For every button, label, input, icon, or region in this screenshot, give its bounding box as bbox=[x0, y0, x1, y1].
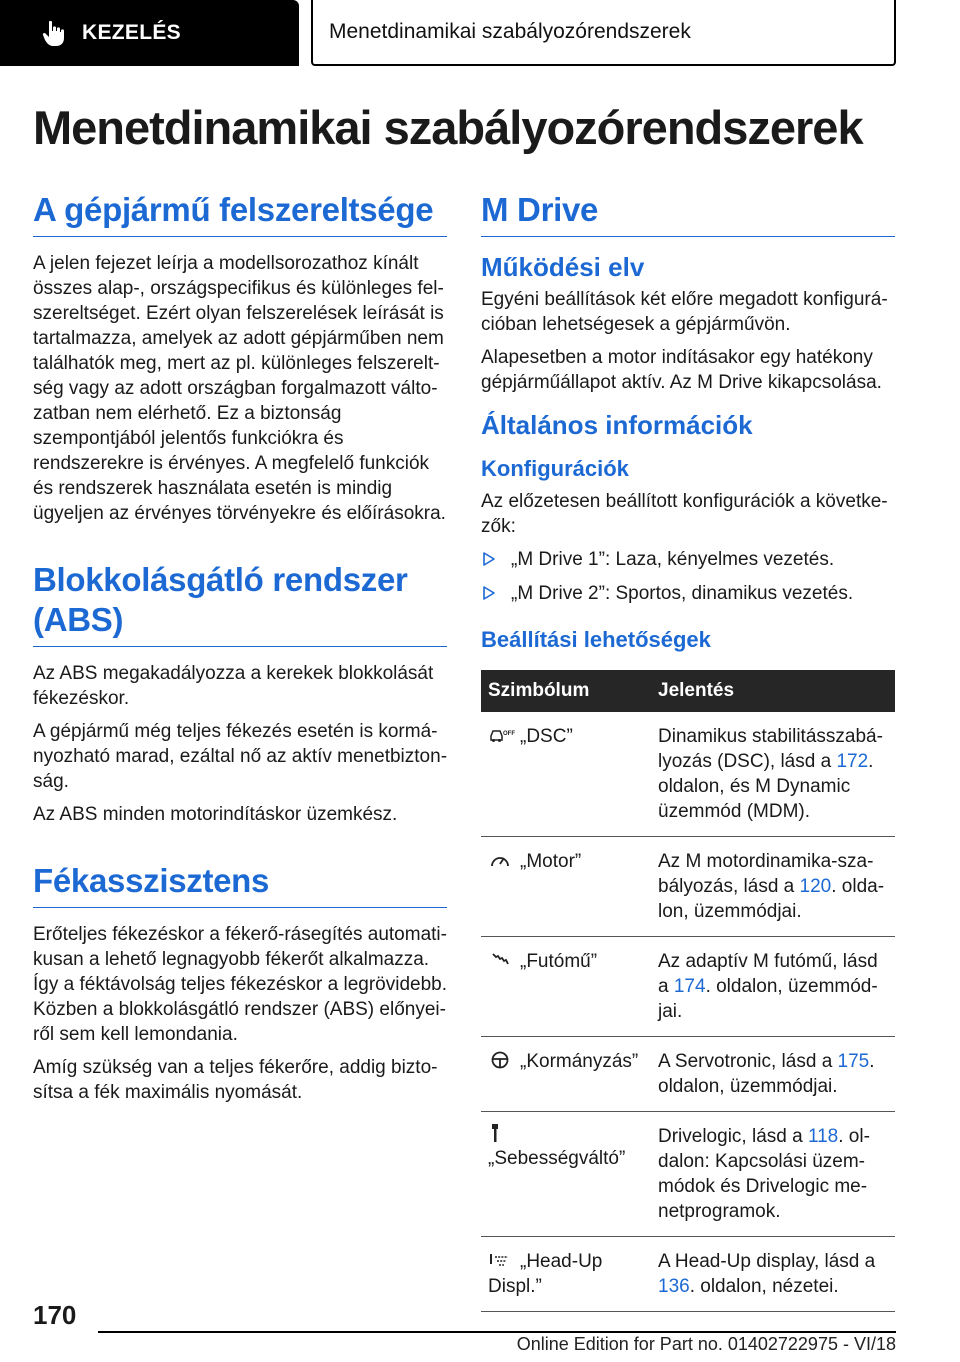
page-title: Menetdinamikai szabályozórendszerek bbox=[33, 101, 863, 154]
section-title-brake-assist: Fékasszisztens bbox=[33, 861, 447, 908]
table-row bbox=[481, 937, 895, 1037]
column-header-meaning: Jelentés bbox=[651, 670, 895, 712]
heading-principle: Működési elv bbox=[481, 252, 645, 282]
table-row bbox=[481, 1237, 895, 1312]
steering-wheel-icon bbox=[488, 1051, 512, 1069]
meaning-cell: Dinamikus stabilitásszabályozás (DSC), lásd a 172. oldalon, és M Dynamic üzemmód (MDM). bbox=[651, 712, 895, 837]
configuration-list bbox=[481, 547, 895, 606]
page-link[interactable]: 172 bbox=[836, 751, 869, 772]
chapter-label: KEZELÉS bbox=[82, 21, 181, 44]
heading-configurations: Konfigurációk bbox=[481, 456, 629, 481]
triangle-bullet-icon bbox=[481, 585, 497, 601]
symbol-cell: „Motor” bbox=[481, 837, 651, 937]
page-link[interactable]: 136 bbox=[658, 1276, 690, 1297]
table-row bbox=[481, 1112, 895, 1237]
brake-assist-paragraph-1: Erőteljes fékezéskor a fékerő-rásegítés automatikusan a lehető legnagyobb fékerőt alkalmazza. Így a féktávolság teljes fékezéskor a legrövidebb. Közben a blokkolásgátló rendszer (ABS) előnyeiről sem kell lemondania. bbox=[33, 924, 448, 1045]
abs-paragraph-3: Az ABS minden motorindításkor üzemkész. bbox=[33, 804, 398, 825]
symbol-cell: „Kormányzás” bbox=[481, 1037, 651, 1112]
configurations-paragraph: Az előzetesen beállított konfigurációk a következők: bbox=[481, 491, 888, 537]
meaning-cell: Az M motordinamika-szabályozás, lásd a 120. oldalon, üzemmódjai. bbox=[651, 837, 895, 937]
symbol-cell: OFF „DSC” bbox=[481, 712, 651, 837]
meaning-cell: A Head-Up display, lásd a 136. oldalon, nézetei. bbox=[651, 1237, 895, 1312]
symbol-cell: „Futómű” bbox=[481, 937, 651, 1037]
list-item: „M Drive 2”: Sportos, dinamikus vezetés. bbox=[481, 581, 895, 606]
meaning-cell: Drivelogic, lásd a 118. oldalon: Kapcsolási üzemmódok és Drivelogic menetprogramok. bbox=[651, 1112, 895, 1237]
section-title-m-drive: M Drive bbox=[481, 190, 895, 237]
section-label: Menetdinamikai szabályozórendszerek bbox=[329, 20, 691, 43]
page-link[interactable]: 174 bbox=[673, 976, 706, 997]
symbol-cell: „Head-Up Displ.” bbox=[481, 1237, 651, 1312]
principle-paragraph-2: Alapesetben a motor indításakor egy hatékony gépjárműállapot aktív. Az M Drive kikapcsolása. bbox=[481, 347, 882, 393]
abs-paragraph-2: A gépjármű még teljes fékezés esetén is kormányozható marad, ezáltal nő az aktív menetbiztonság. bbox=[33, 721, 448, 792]
section-title-abs: Blokkolásgátló rendszer (ABS) bbox=[33, 560, 447, 647]
table-header-row bbox=[481, 670, 895, 712]
page-number: 170 bbox=[33, 1300, 77, 1330]
page-link[interactable]: 120 bbox=[799, 876, 832, 897]
hand-pointer-icon bbox=[40, 18, 70, 48]
left-column bbox=[33, 190, 447, 1113]
page-link[interactable]: 175 bbox=[837, 1051, 870, 1072]
brake-assist-paragraph-2: Amíg szükség van a teljes fékerőre, addig biztosítsa a fék maximális nyomását. bbox=[33, 1057, 438, 1103]
triangle-bullet-icon bbox=[481, 551, 497, 567]
engine-gauge-icon bbox=[488, 851, 512, 869]
table-row bbox=[481, 1037, 895, 1112]
edition-note: Online Edition for Part no. 01402722975 - VI/18 bbox=[516, 1334, 896, 1354]
head-up-display-icon bbox=[488, 1251, 512, 1269]
footer-divider bbox=[98, 1331, 896, 1333]
table-row bbox=[481, 837, 895, 937]
page-header bbox=[0, 0, 960, 66]
heading-general-info: Általános információk bbox=[481, 410, 753, 440]
page-link[interactable]: 118 bbox=[807, 1126, 839, 1147]
suspension-icon bbox=[488, 951, 512, 969]
equipment-paragraph: A jelen fejezet leírja a modellsorozathoz kínált összes alap-, országspecifikus és különleges felszereltséget. Ezért olyan felszerelések leírását is tartalmazza, amelyek az adott gépjárműben nem találhatók meg, mert az pl. különleges felszereltség vagy az adott országban forgalmazott változatban nem elérhető. Ez a biztonság szempontjából jelentős funkciókra és rendszerekre is érvényes. A megfelelő funkciók és rendszerek használata esetén is mindig ügyeljen az érvényes törvényekre és előírásokra. bbox=[33, 253, 446, 524]
table-row bbox=[481, 712, 895, 837]
list-item: „M Drive 1”: Laza, kényelmes vezetés. bbox=[481, 547, 895, 572]
right-column bbox=[481, 190, 895, 1312]
section-title-equipment: A gépjármű felszereltsége bbox=[33, 190, 447, 237]
heading-setting-options: Beállítási lehetőségek bbox=[481, 627, 711, 652]
abs-paragraph-1: Az ABS megakadályozza a kerekek blokkolását fékezéskor. bbox=[33, 663, 434, 709]
meaning-cell: Az adaptív M futómű, lásd a 174. oldalon, üzemmódjai. bbox=[651, 937, 895, 1037]
column-header-symbol: Szimbólum bbox=[481, 670, 651, 712]
gear-lever-icon bbox=[488, 1124, 512, 1142]
meaning-cell: A Servotronic, lásd a 175. oldalon, üzemmódjai. bbox=[651, 1037, 895, 1112]
principle-paragraph-1: Egyéni beállítások két előre megadott konfigurációban lehetségesek a gépjárművön. bbox=[481, 289, 888, 335]
symbol-cell: „Sebességváltó” bbox=[481, 1112, 651, 1237]
settings-table bbox=[481, 670, 895, 1312]
chapter-tab[interactable] bbox=[0, 0, 299, 66]
dsc-off-icon bbox=[488, 726, 515, 744]
svg-text:OFF: OFF bbox=[503, 731, 515, 737]
section-breadcrumb bbox=[311, 0, 896, 66]
